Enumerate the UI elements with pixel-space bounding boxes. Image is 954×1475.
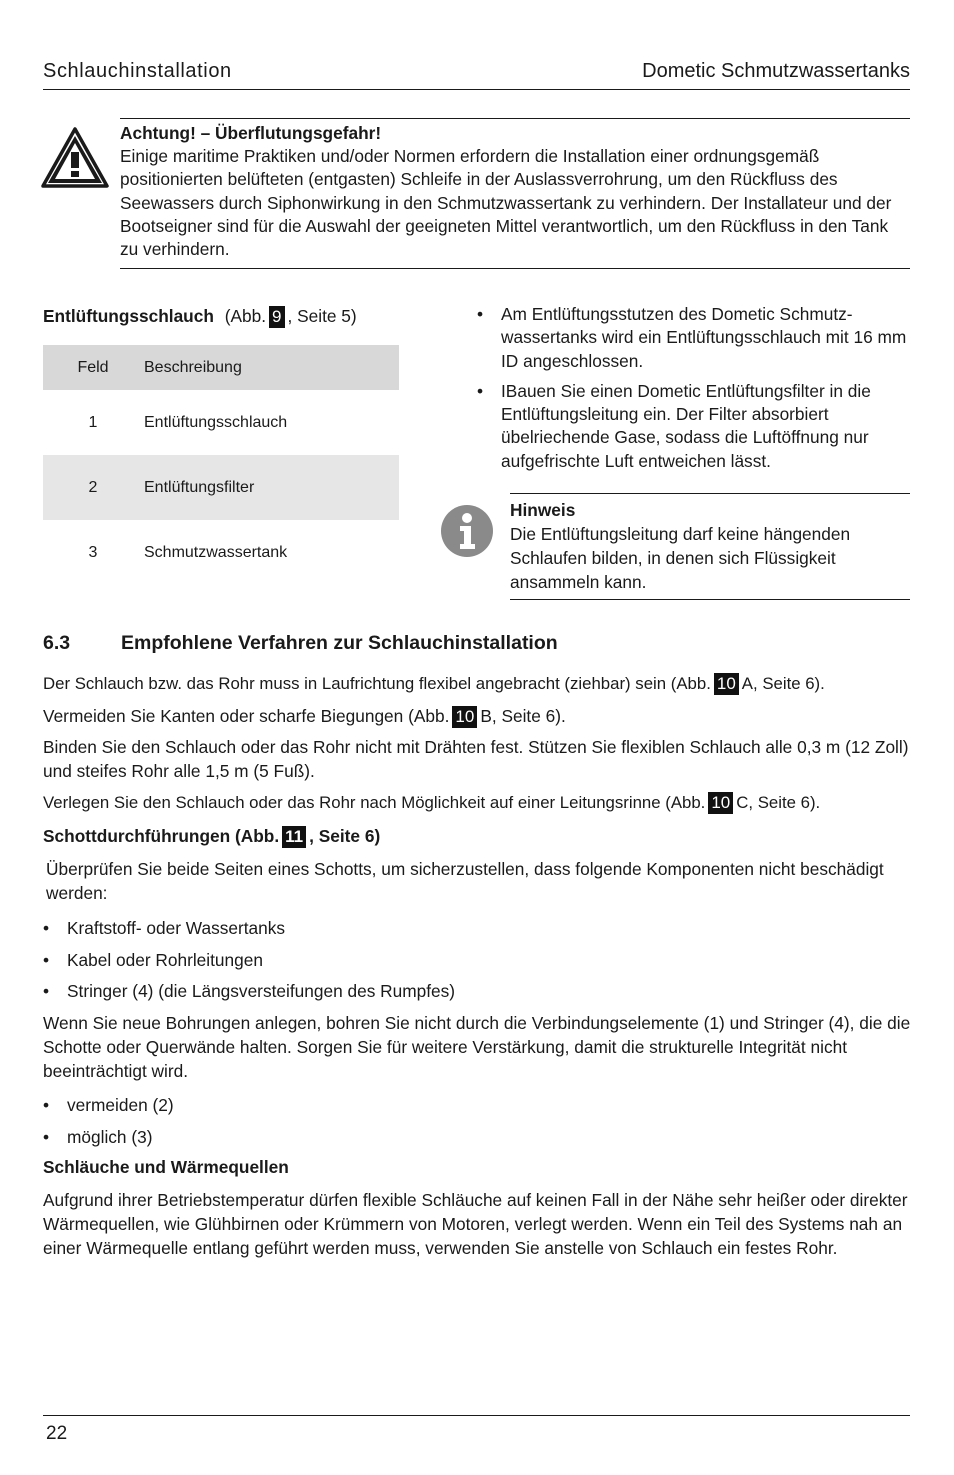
section-title: Empfohlene Verfahren zur Schlauchinstallation bbox=[121, 632, 558, 654]
list-item: • IBauen Sie einen Dometic Entlüftungsfilter in die Entlüftungsleitung ein. Der Filter absorbiert übelriechende Gase, sodass die Luftöffnung nur aufgefrischte Luft entweichen lässt. bbox=[477, 380, 907, 473]
table-cell-num: 2 bbox=[43, 455, 143, 520]
footer-rule bbox=[43, 1415, 910, 1416]
vent-hose-title: Entlüftungsschlauch bbox=[43, 306, 214, 326]
table-header-beschreibung: Beschreibung bbox=[143, 345, 399, 390]
table-cell-num: 3 bbox=[88, 543, 98, 561]
figure-badge: 10 bbox=[708, 792, 733, 814]
section-paragraph-1 bbox=[43, 672, 825, 696]
vent-ref-post: , Seite 5) bbox=[287, 306, 357, 326]
p4-text: Verlegen Sie den Schlauch oder das Rohr nach Möglichkeit auf einer Leitungsrinne (Abb. bbox=[43, 793, 706, 812]
heat-heading: Schläuche und Wärmequellen bbox=[43, 1157, 289, 1177]
figure-badge: 11 bbox=[282, 826, 306, 848]
list-item: • Stringer (4) (die Längsversteifungen des Rumpfes) bbox=[43, 976, 903, 1008]
note-block bbox=[510, 498, 910, 594]
p2-text: Vermeiden Sie Kanten oder scharfe Biegungen (Abb. bbox=[43, 706, 450, 726]
note-title: Hinweis bbox=[510, 500, 576, 520]
bulkhead-components-list bbox=[43, 913, 903, 1008]
table-cell-desc: Entlüftungsschlauch bbox=[144, 413, 288, 431]
vent-parts-table bbox=[43, 345, 399, 585]
section-paragraph-4 bbox=[43, 791, 820, 815]
table-cell-desc: Entlüftungsfilter bbox=[143, 455, 399, 520]
list-item: • vermeiden (2) bbox=[43, 1090, 903, 1122]
table-row bbox=[43, 520, 399, 585]
warning-top-rule bbox=[120, 118, 910, 119]
warning-bottom-rule bbox=[120, 268, 910, 269]
section-paragraph-2 bbox=[43, 704, 566, 728]
warning-triangle-icon bbox=[40, 126, 110, 190]
list-item: • Kraftstoff- oder Wassertanks bbox=[43, 913, 903, 945]
table-cell-num: 1 bbox=[88, 413, 98, 431]
table-row bbox=[43, 455, 399, 520]
p1-text: Der Schlauch bzw. das Rohr muss in Laufrichtung flexibel angebracht (ziehbar) sein (Abb. bbox=[43, 674, 711, 693]
list-item: • Am Entlüftungsstutzen des Dometic Schmutz-wassertanks wird ein Entlüftungsschlauch mit 16 mm ID angeschlossen. bbox=[477, 303, 907, 373]
section-number: 6.3 bbox=[43, 632, 71, 654]
vent-hose-heading bbox=[43, 304, 357, 328]
p2-ref: B, Seite 6). bbox=[480, 706, 566, 726]
section-paragraph-3: Binden Sie den Schlauch oder das Rohr nicht mit Drähten fest. Stützen Sie flexiblen Schlauch alle 0,3 m (12 Zoll) und steifes Rohr alle 1,5 m (5 Fuß). bbox=[43, 737, 909, 781]
p4-ref: C, Seite 6). bbox=[736, 793, 821, 812]
warning-text: Einige maritime Praktiken und/oder Normen erfordern die Installation einer ordnungsgemäß positionierten belüfteten (entgasten) Schleife in der Auslassverrohrung, um den Rückfluss des Seewassers durch Siphonwirkung in den Schmutzwassertank zu verhindern. Der Installateur und der Bootseigner sind für die Auswahl der geeigneten Mittel verantwortlich, um den Rückfluss in den Tank zu verhindern. bbox=[120, 146, 892, 260]
figure-badge: 9 bbox=[269, 306, 284, 328]
vent-bullet-list bbox=[477, 303, 907, 473]
table-cell-desc: Schmutzwassertank bbox=[144, 543, 288, 561]
bulkhead-intro: Überprüfen Sie beide Seiten eines Schotts, um sicherzustellen, dass folgende Komponenten nicht beschädigt werden: bbox=[46, 859, 884, 903]
bulkhead-paragraph: Wenn Sie neue Bohrungen anlegen, bohren Sie nicht durch die Verbindungselemente (1) und Stringer (4), die die Schotte oder Querwände halten. Sorgen Sie für weitere Verstärkung, damit die strukturelle Integrität nicht beeinträchtigt wird. bbox=[43, 1013, 911, 1081]
heat-paragraph: Aufgrund ihrer Betriebstemperatur dürfen flexible Schläuche auf keinen Fall in der Nähe sehr heißer oder direkter Wärmequellen, wie Glühbirnen oder Krümmern von Motoren, verlegt werden. Wenn ein Teil des Systems nah an einer Wärmequelle entlang geführt werden muss, verwenden Sie anstelle von Schlauch ein festes Rohr. bbox=[43, 1190, 908, 1258]
list-item: • Kabel oder Rohrleitungen bbox=[43, 945, 903, 977]
bulkhead-ref: , Seite 6) bbox=[309, 826, 381, 846]
bulkhead-title: Schottdurchführungen (Abb. bbox=[43, 826, 280, 846]
warning-title: Achtung! – Überflutungsgefahr! bbox=[120, 123, 382, 143]
bulkhead-heading bbox=[43, 826, 380, 848]
vent-ref-pre: (Abb. bbox=[224, 306, 267, 326]
list-item: • möglich (3) bbox=[43, 1122, 903, 1154]
header-rule bbox=[43, 89, 910, 90]
note-text: Die Entlüftungsleitung darf keine hängenden Schlaufen bilden, in denen sich Flüssigkeit ansammeln kann. bbox=[510, 524, 851, 592]
running-header-section: Schlauchinstallation bbox=[43, 60, 232, 82]
page-number: 22 bbox=[46, 1423, 68, 1444]
running-header-title: Dometic Schmutzwassertanks bbox=[642, 60, 910, 82]
note-top-rule bbox=[510, 493, 910, 494]
figure-badge: 10 bbox=[452, 706, 477, 728]
info-icon bbox=[440, 504, 494, 558]
note-bottom-rule bbox=[510, 599, 910, 600]
warning-block bbox=[120, 122, 910, 261]
table-row bbox=[43, 390, 399, 455]
figure-badge: 10 bbox=[714, 673, 739, 695]
p1-ref: A, Seite 6). bbox=[741, 674, 825, 693]
table-header-feld: Feld bbox=[43, 345, 143, 390]
bulkhead-options-list bbox=[43, 1090, 903, 1153]
